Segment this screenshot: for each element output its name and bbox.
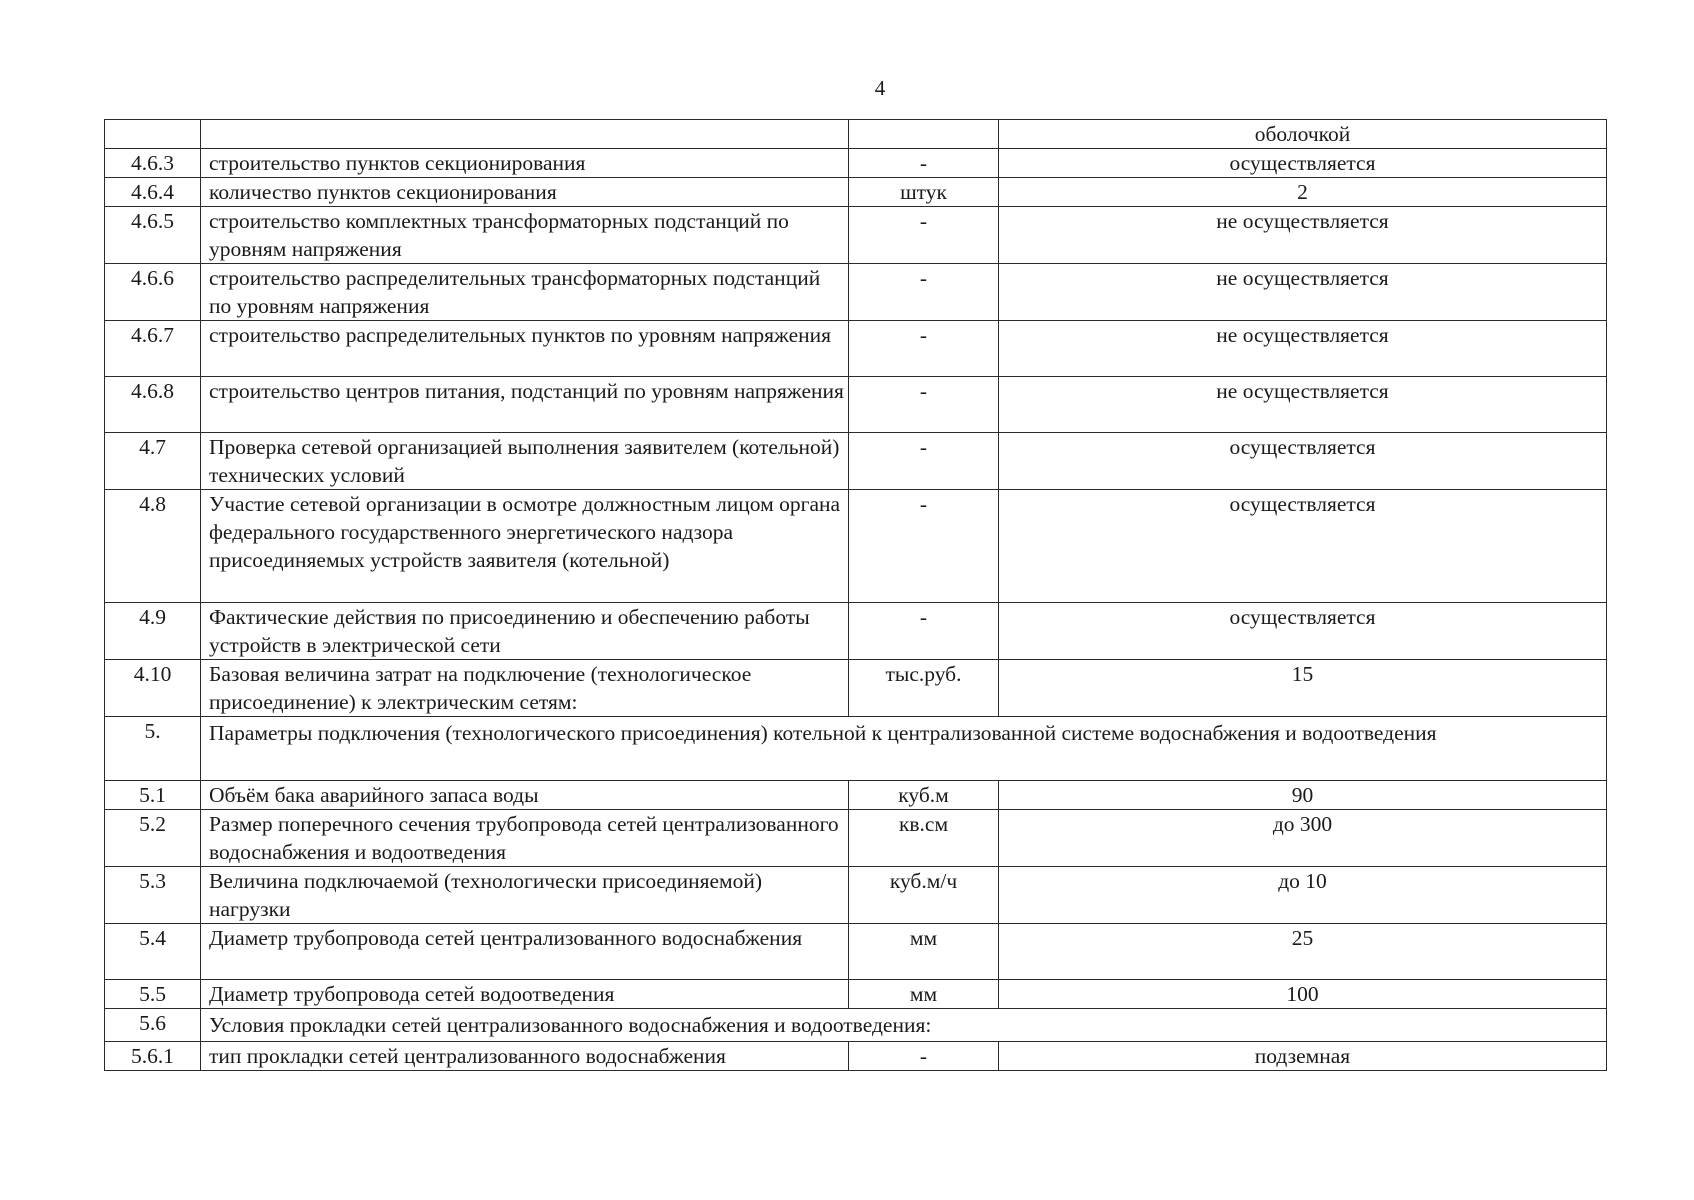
row-description: строительство центров питания, подстанций по уровням напряжения bbox=[201, 377, 849, 433]
parameters-table bbox=[104, 119, 1607, 1071]
row-number: 5. bbox=[105, 717, 201, 781]
row-description: тип прокладки сетей централизованного водоснабжения bbox=[201, 1042, 849, 1071]
row-unit: - bbox=[849, 321, 999, 377]
row-value: не осуществляется bbox=[999, 321, 1607, 377]
row-number: 4.8 bbox=[105, 490, 201, 603]
row-value: 25 bbox=[999, 924, 1607, 980]
table-row bbox=[105, 1042, 1607, 1071]
table-row bbox=[105, 149, 1607, 178]
row-number: 5.5 bbox=[105, 980, 201, 1009]
row-unit: - bbox=[849, 1042, 999, 1071]
row-unit: - bbox=[849, 377, 999, 433]
table-row bbox=[105, 717, 1607, 781]
row-description: Базовая величина затрат на подключение (технологическое присоединение) к электрическим сетям: bbox=[201, 660, 849, 717]
row-number: 5.6.1 bbox=[105, 1042, 201, 1071]
row-description: строительство комплектных трансформаторных подстанций по уровням напряжения bbox=[201, 207, 849, 264]
row-number: 4.6.6 bbox=[105, 264, 201, 321]
row-number: 4.6.7 bbox=[105, 321, 201, 377]
row-description: Величина подключаемой (технологически присоединяемой) нагрузки bbox=[201, 867, 849, 924]
row-description: Диаметр трубопровода сетей централизованного водоснабжения bbox=[201, 924, 849, 980]
row-unit: - bbox=[849, 490, 999, 603]
row-unit: тыс.руб. bbox=[849, 660, 999, 717]
table-row bbox=[105, 490, 1607, 603]
row-unit: куб.м bbox=[849, 781, 999, 810]
row-value: осуществляется bbox=[999, 490, 1607, 603]
row-value: 100 bbox=[999, 980, 1607, 1009]
row-description: строительство распределительных пунктов по уровням напряжения bbox=[201, 321, 849, 377]
row-description: строительство распределительных трансформаторных подстанций по уровням напряжения bbox=[201, 264, 849, 321]
row-description: Размер поперечного сечения трубопровода сетей централизованного водоснабжения и водоотведения bbox=[201, 810, 849, 867]
row-unit: - bbox=[849, 264, 999, 321]
table-row bbox=[105, 433, 1607, 490]
row-description bbox=[201, 120, 849, 149]
table-row bbox=[105, 321, 1607, 377]
table-row bbox=[105, 1009, 1607, 1042]
row-number: 5.2 bbox=[105, 810, 201, 867]
row-unit: - bbox=[849, 433, 999, 490]
page-number: 4 bbox=[874, 76, 886, 100]
row-value: до 300 bbox=[999, 810, 1607, 867]
table-row bbox=[105, 377, 1607, 433]
row-unit bbox=[849, 120, 999, 149]
row-number: 4.9 bbox=[105, 603, 201, 660]
row-value: не осуществляется bbox=[999, 264, 1607, 321]
row-value: не осуществляется bbox=[999, 377, 1607, 433]
table-row bbox=[105, 781, 1607, 810]
row-unit: куб.м/ч bbox=[849, 867, 999, 924]
table-row bbox=[105, 810, 1607, 867]
row-number: 5.3 bbox=[105, 867, 201, 924]
row-unit: кв.см bbox=[849, 810, 999, 867]
section-heading: Условия прокладки сетей централизованного водоснабжения и водоотведения: bbox=[201, 1009, 1607, 1042]
table-row bbox=[105, 178, 1607, 207]
table-row bbox=[105, 207, 1607, 264]
row-value: осуществляется bbox=[999, 603, 1607, 660]
row-unit: мм bbox=[849, 924, 999, 980]
row-number: 5.6 bbox=[105, 1009, 201, 1042]
row-description: строительство пунктов секционирования bbox=[201, 149, 849, 178]
table-row bbox=[105, 603, 1607, 660]
row-description: Участие сетевой организации в осмотре должностным лицом органа федерального государственного энергетического надзора присоединяемых устройств заявителя (котельной) bbox=[201, 490, 849, 603]
row-number: 4.6.5 bbox=[105, 207, 201, 264]
table-row bbox=[105, 264, 1607, 321]
row-number: 4.6.3 bbox=[105, 149, 201, 178]
table-row bbox=[105, 924, 1607, 980]
row-value: до 10 bbox=[999, 867, 1607, 924]
row-value: 15 bbox=[999, 660, 1607, 717]
table-row bbox=[105, 867, 1607, 924]
row-unit: мм bbox=[849, 980, 999, 1009]
row-description: количество пунктов секционирования bbox=[201, 178, 849, 207]
row-number: 4.7 bbox=[105, 433, 201, 490]
row-description: Объём бака аварийного запаса воды bbox=[201, 781, 849, 810]
table-row bbox=[105, 980, 1607, 1009]
row-unit: - bbox=[849, 149, 999, 178]
row-value: осуществляется bbox=[999, 433, 1607, 490]
row-value: осуществляется bbox=[999, 149, 1607, 178]
row-number: 4.6.4 bbox=[105, 178, 201, 207]
row-number: 5.4 bbox=[105, 924, 201, 980]
row-description: Фактические действия по присоединению и обеспечению работы устройств в электрической сети bbox=[201, 603, 849, 660]
row-number: 5.1 bbox=[105, 781, 201, 810]
row-value: не осуществляется bbox=[999, 207, 1607, 264]
section-heading: Параметры подключения (технологического присоединения) котельной к централизованной системе водоснабжения и водоотведения bbox=[201, 717, 1607, 781]
row-number: 4.10 bbox=[105, 660, 201, 717]
row-unit: - bbox=[849, 603, 999, 660]
table-row bbox=[105, 120, 1607, 149]
row-description: Диаметр трубопровода сетей водоотведения bbox=[201, 980, 849, 1009]
row-number bbox=[105, 120, 201, 149]
table-row bbox=[105, 660, 1607, 717]
row-value: оболочкой bbox=[999, 120, 1607, 149]
row-description: Проверка сетевой организацией выполнения заявителем (котельной) технических условий bbox=[201, 433, 849, 490]
row-value: подземная bbox=[999, 1042, 1607, 1071]
row-value: 90 bbox=[999, 781, 1607, 810]
row-unit: штук bbox=[849, 178, 999, 207]
row-number: 4.6.8 bbox=[105, 377, 201, 433]
row-value: 2 bbox=[999, 178, 1607, 207]
row-unit: - bbox=[849, 207, 999, 264]
